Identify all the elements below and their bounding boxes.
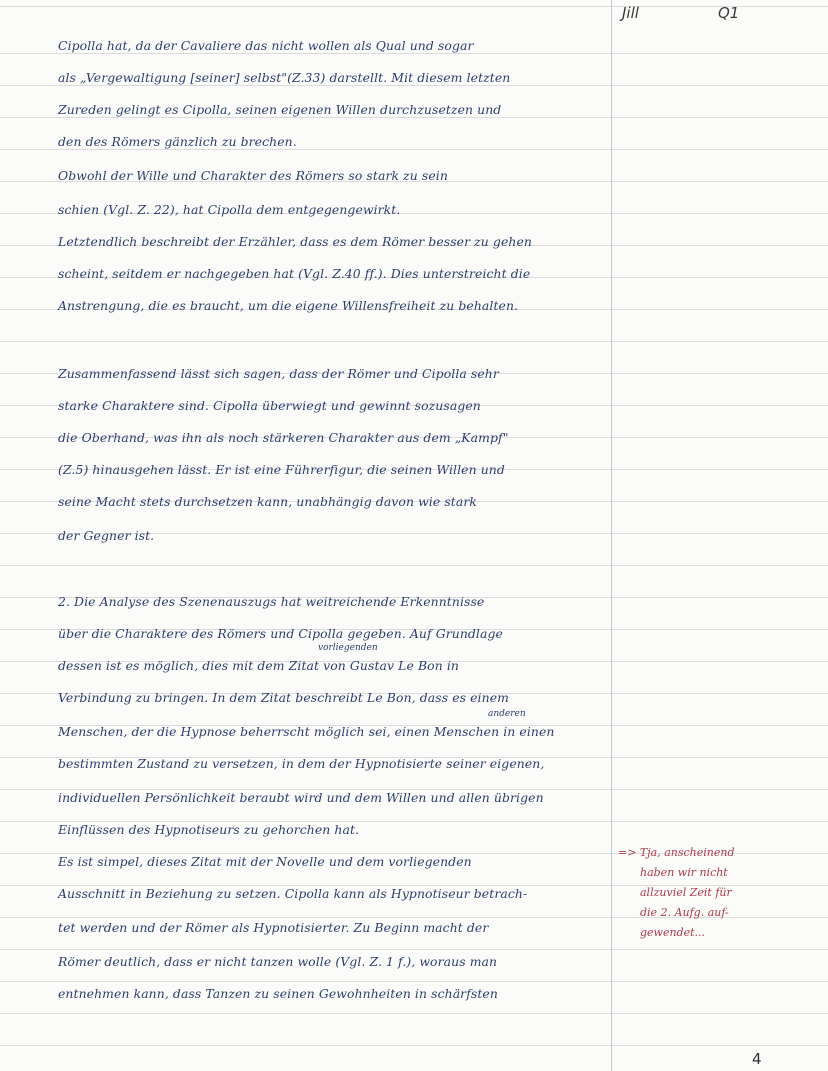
text-line: tet werden und der Römer als Hypnotisierter. Zu Beginn macht der xyxy=(58,920,489,935)
text-line: individuellen Persönlichkeit beraubt wird und dem Willen und allen übrigen xyxy=(58,790,544,805)
question-label: Q1 xyxy=(718,4,740,22)
text-line: der Gegner ist. xyxy=(58,528,155,543)
text-line: über die Charaktere des Römers und Cipolla gegeben. Auf Grundlage xyxy=(58,626,503,641)
text-line: schien (Vgl. Z. 22), hat Cipolla dem entgegengewirkt. xyxy=(58,202,401,217)
text-line: Einflüssen des Hypnotiseurs zu gehorchen hat. xyxy=(58,822,360,837)
text-line: Verbindung zu bringen. In dem Zitat beschreibt Le Bon, dass es einem xyxy=(58,690,509,705)
text-line: Anstrengung, die es braucht, um die eigene Willensfreiheit zu behalten. xyxy=(58,298,519,313)
text-line: den des Römers gänzlich zu brechen. xyxy=(58,134,297,149)
text-line: als „Vergewaltigung [seiner] selbst"(Z.33) darstellt. Mit diesem letzten xyxy=(58,70,511,85)
margin-note-line: gewendet... xyxy=(640,926,706,939)
text-line: Letztendlich beschreibt der Erzähler, dass es dem Römer besser zu gehen xyxy=(58,234,532,249)
text-line: Ausschnitt in Beziehung zu setzen. Cipolla kann als Hypnotiseur betrach- xyxy=(58,886,528,901)
inserted-word: vorliegenden xyxy=(318,643,378,653)
text-line: (Z.5) hinausgehen lässt. Er ist eine Führerfigur, die seinen Willen und xyxy=(58,462,505,477)
text-line: Menschen, der die Hypnose beherrscht möglich sei, einen Menschen in einen xyxy=(58,724,555,739)
margin-note-line: => Tja, anscheinend xyxy=(618,846,735,859)
page-number: 4 xyxy=(752,1050,762,1068)
text-line: die Oberhand, was ihn als noch stärkeren Charakter aus dem „Kampf" xyxy=(58,430,509,445)
inserted-word: anderen xyxy=(488,709,526,719)
student-name: Jill xyxy=(622,4,639,22)
text-line: Obwohl der Wille und Charakter des Römers so stark zu sein xyxy=(58,168,448,183)
text-line: Römer deutlich, dass er nicht tanzen wolle (Vgl. Z. 1 f.), woraus man xyxy=(58,954,498,969)
text-line: scheint, seitdem er nachgegeben hat (Vgl. Z.40 ff.). Dies unterstreicht die xyxy=(58,266,531,281)
text-line: Zureden gelingt es Cipolla, seinen eigenen Willen durchzusetzen und xyxy=(58,102,502,117)
margin-note-line: allzuviel Zeit für xyxy=(640,886,732,899)
margin-note-line: haben wir nicht xyxy=(640,866,728,879)
text-line: 2. Die Analyse des Szenenauszugs hat weitreichende Erkenntnisse xyxy=(58,594,485,609)
text-line: entnehmen kann, dass Tanzen zu seinen Gewohnheiten in schärfsten xyxy=(58,986,498,1001)
margin-note-line: die 2. Aufg. auf- xyxy=(640,906,729,919)
text-line: bestimmten Zustand zu versetzen, in dem der Hypnotisierte seiner eigenen, xyxy=(58,756,545,771)
text-line: dessen ist es möglich, dies mit dem Zitat von Gustav Le Bon in xyxy=(58,658,459,673)
text-line: Es ist simpel, dieses Zitat mit der Novelle und dem vorliegenden xyxy=(58,854,472,869)
text-line: Zusammenfassend lässt sich sagen, dass der Römer und Cipolla sehr xyxy=(58,366,499,381)
text-line: Cipolla hat, da der Cavaliere das nicht wollen als Qual und sogar xyxy=(58,38,474,53)
text-line: seine Macht stets durchsetzen kann, unabhängig davon wie stark xyxy=(58,494,477,509)
text-line: starke Charaktere sind. Cipolla überwiegt und gewinnt sozusagen xyxy=(58,398,481,413)
margin-line xyxy=(611,0,612,1071)
